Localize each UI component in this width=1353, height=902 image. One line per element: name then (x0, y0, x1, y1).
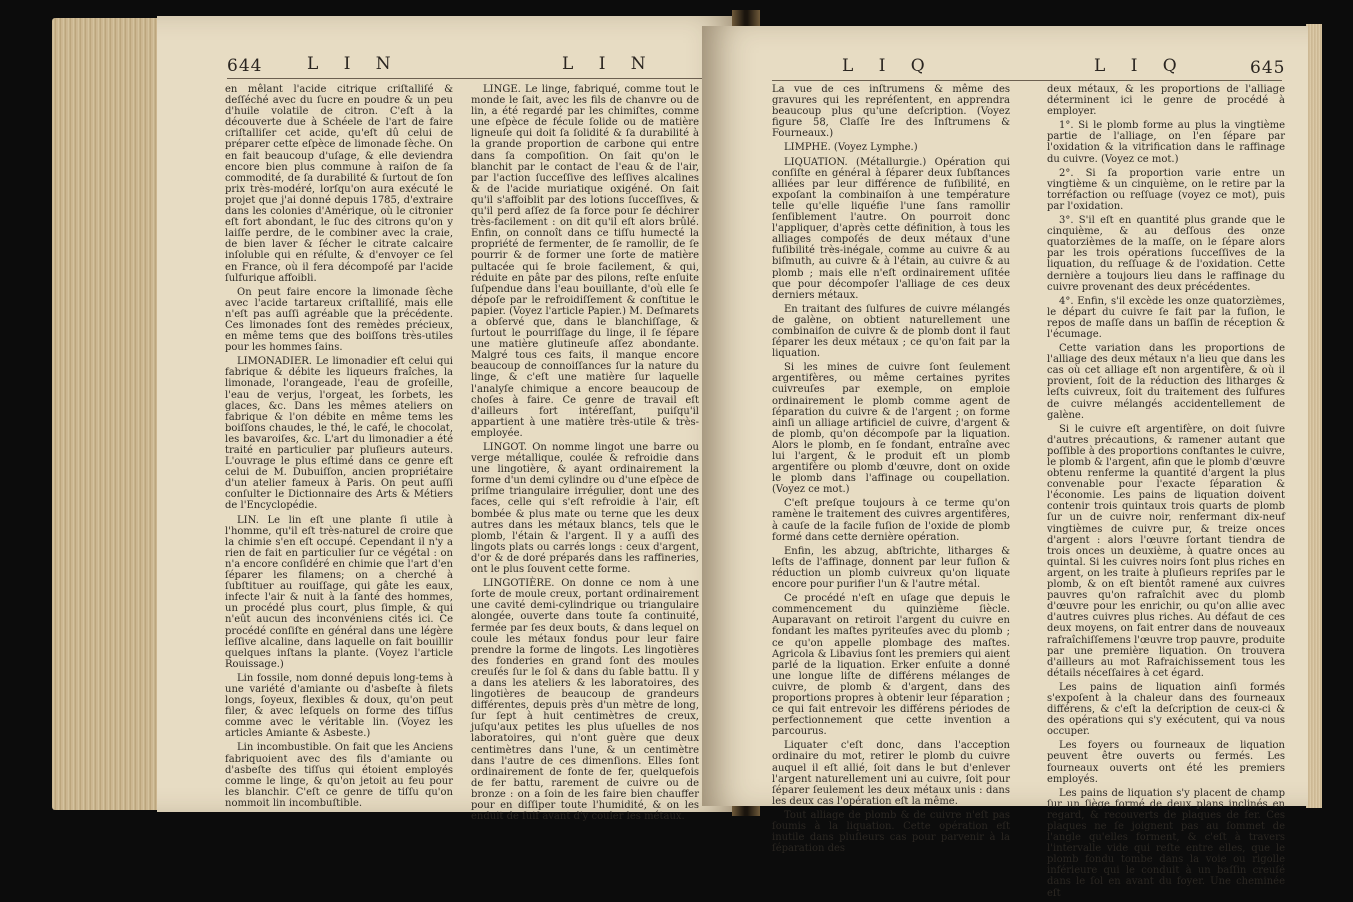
paragraph: LIMPHE. (Voyez Lymphe.) (784, 142, 918, 154)
column-left-2 (471, 84, 699, 825)
column-right-2 (1047, 84, 1285, 902)
running-head-left-2: L I N (562, 54, 656, 74)
paragraph: en mêlant l'acide citrique criſtalliſé & deſſéché avec du ſucre en poudre & un peu d'huile volatile de citron. C'eſt à la découverte due à Schéele de l'art de faire criſtalliſer cet acide, qu'eſt dû celui de préparer cette eſpèce de limonade ſèche. On en fait beaucoup d'uſage, & elle deviendra encore bien plus commune à raiſon de ſa commodité, de ſa durabilité & ſurtout de ſon prix très-modéré, lorſqu'on aura exécuté le projet que j'ai donné depuis 1785, d'extraire dans les colonies d'Amérique, où le citronier eſt fort abondant, le ſuc des citrons qu'on y laiſſe perdre, de le combiner avec la craie, de bien laver & ſécher le citrate calcaire inſoluble qui en réſulte, & d'envoyer ce ſel en France, où il fera décompoſé par l'acide ſulfurique affoibli. (225, 84, 453, 284)
paragraph: 1°. Si le plomb forme au plus la vingtième partie de l'alliage, on l'en ſépare par l'oxidation & la vitrification dans le raffinage du cuivre. (Voyez ce mot.) (1047, 120, 1285, 165)
paragraph: Les pains de liquation s'y placent de champ ſur un ſiège formé de deux plans inclinés en regard, & recouverts de plaques de fer. Ces plaques ne ſe joignent pas au ſommet de l'angle qu'elles forment, & c'eſt à travers l'intervalle vide qui reſte entre elles, que le plomb fondu tombe dans la voie ou rigolle inférieure qui le conduit à un baſſin creuſé dans le ſol en avant du foyer. Une cheminée eſt (1047, 787, 1285, 899)
paragraph: 3°. S'il eſt en quantité plus grande que le cinquième, & au deſſous des onze quatorzièmes de la maſſe, on le ſépare alors par les trois opérations ſucceſſives de la liquation, du reſſuage & de l'oxidation. Cette dernière a toujours lieu dans le raffinage du cuivre provenant des deux précédentes. (1047, 215, 1285, 293)
paragraph: La vue de ces inſtrumens & même des gravures qui les repréſentent, en apprendra beaucoup plus qu'une deſcription. (Voyez figure 58, Claſſe Ire des Inſtrumens & Fourneaux.) (772, 84, 1010, 140)
paragraph: Les pains de liquation ainſi formés s'expoſent à la chaleur dans des fourneaux différens, & c'eſt la deſcription de ceux-ci & des opérations qui s'y exécutent, qui va nous occuper. (1047, 681, 1285, 738)
column-right-1 (772, 84, 1010, 857)
paragraph: LINGE. Le linge, fabriqué, comme tout le monde le ſait, avec les fils de chanvre ou de lin, a été regardé par les chimiſtes, comme une eſpèce de fécule ſolide ou de matière ligneuſe qui doit ſa ſolidité & ſa durabilité à la grande proportion de carbone qui entre dans ſa compoſition. On ſait qu'on le blanchit par le contact de l'eau & de l'air, par l'action ſucceſſive des leſſives alcalines & de l'acide muriatique oxigéné. On ſait qu'il s'affoiblit par des lotions ſucceſſives, & qu'il perd aſſez de ſa force pour ſe déchirer très-facilement : on dit qu'il eſt alors brûlé. Enfin, on connoît dans ce tiſſu humecté la propriété de fermenter, de ſe ramollir, de ſe pourrir & de former une ſorte de matière pultacée qui ſe broie facilement, & qui, réduite en pâte par des pilons, reſte enſuite ſuſpendue dans l'eau bouillante, d'où elle ſe dépoſe par le refroidiſſement & conſtitue le papier. (Voyez l'article Papier.) M. Deſmarets a obſervé que, dans le blanchiſſage, & ſurtout le pourriſſage du linge, il ſe ſépare une matière glutineuſe aſſez abondante. Malgré tous ces faits, il manque encore beaucoup de connoiſſances ſur la nature du linge, & c'eſt une matière ſur laquelle l'analyſe chimique a encore beaucoup de choſes à faire. Ce genre de travail eſt d'ailleurs fort intéreſſant, puiſqu'il appartient à une matière très-utile & très-employée. (471, 84, 699, 439)
paragraph: Lin fossile, nom donné depuis long-tems à une variété d'amiante ou d'asbeſte à filets longs, ſoyeux, flexibles & doux, qu'on peut filer, & avec leſquels on forme des tiſſus comme avec le véritable lin. (Voyez les articles Amiante & Asbeste.) (225, 672, 453, 740)
page-edges-left (52, 18, 162, 810)
page-edges-right (1306, 24, 1322, 808)
page-number-right: 645 (1250, 58, 1286, 78)
paragraph: Enfin, les abzug, abſtrichte, litharges & leſts de l'affinage, donnent par leur fuſion & réduction un plomb cuivreux qu'on liquate encore pour purifier l'un & l'autre métal. (772, 545, 1010, 591)
paragraph: Ce procédé n'eſt en uſage que depuis le commencement du quinzième ſiècle. Auparavant on retiroit l'argent du cuivre en fondant les maſtes pyriteuſes avec du plomb ; ce qu'on appelle plombage des maſtes. Agricola & Libavius ſont les premiers qui aient parlé de la liquation. Erker enſuite a donné une longue liſte de différens mélanges de cuivre, de plomb & d'argent, dans des proportions propres à obtenir leur ſéparation ; ce qui fait entrevoir les différens périodes de perfectionnement que cette invention a parcourus. (772, 593, 1010, 738)
paragraph: LIQUATION. (Métallurgie.) Opération qui conſiſte en général à ſéparer deux ſubſtances alliées par leur différence de fuſibilité, en expoſant la combinaiſon à une température telle qu'elle liquéfie l'une ſans ramollir ſenſiblement l'autre. On pourroit donc l'appliquer, d'après cette définition, à tous les alliages compoſés de deux métaux d'une fuſibilité très-inégale, comme au cuivre & au biſmuth, au cuivre & à l'étain, au cuivre & au plomb ; mais elle n'eſt ordinairement uſitée que pour décompoſer l'alliage de ces deux derniers métaux. (772, 156, 1010, 301)
paragraph: 4°. Enfin, s'il excède les onze quatorzièmes, le départ du cuivre ſe fait par la fuſion, le repos de maſſe dans un baſſin de réception & l'écumage. (1047, 295, 1285, 340)
paragraph: Liquater c'eſt donc, dans l'acception ordinaire du mot, retirer le plomb du cuivre auquel il eſt allié, ſoit dans le but d'enlever l'argent naturellement uni au cuivre, ſoit pour ſéparer ſeulement les deux métaux unis : dans les deux cas l'opération eſt la même. (772, 740, 1010, 807)
paragraph: Tout alliage de plomb & de cuivre n'eſt pas ſoumis à la liquation. Cette opération eſt inutile dans pluſieurs cas pour parvenir à la ſéparation des (772, 809, 1010, 855)
paragraph: Lin incombustible. On fait que les Anciens fabriquoient avec des fils d'amiante ou d'asbeſte des tiſſus qui étoient employés comme le linge, & qu'on jetoit au feu pour les blanchir. C'eſt ce genre de tiſſu qu'on nommoit lin incombuſtible. (225, 742, 453, 809)
right-page (702, 26, 1308, 899)
head-rule-right (772, 80, 1282, 81)
paragraph: Si les mines de cuivre ſont ſeulement argentifères, ou même certaines pyrites cuivreuſes par exemple, on emploie ordinairement le plomb comme agent de ſéparation du cuivre & de l'argent ; on forme ainſi un alliage artificiel de cuivre, d'argent & de plomb, qu'on décompoſe par la liquation. Alors le plomb, en ſe fondant, entraîne avec lui l'argent, & le produit eſt un plomb argentifère ou plomb d'œuvre, dont on oxide le plomb dans l'affinage ou coupellation. (Voyez ce mot.) (772, 362, 1010, 496)
paragraph: Si le cuivre eſt argentifère, on doit ſuivre d'autres précautions, & ramener autant que poſſible à des proportions conſtantes le cuivre, le plomb & l'argent, afin que le plomb d'œuvre obtenu renferme la quantité d'argent la plus convenable pour l'exacte ſéparation & l'économie. Les pains de liquation doivent contenir trois quintaux trois quarts de plomb ſur un de cuivre noir, renfermant dix-neuf vingtièmes de cuivre pur, & treize onces d'argent : alors l'œuvre ſortant tiendra de trois onces un deuxième, à quatre onces au quintal. Si les cuivres noirs ſont plus riches en argent, on les traite à pluſieurs repriſes par le plomb, & on eſt bientôt ramené aux cuivres pauvres qu'on rafraîchit avec du plomb d'œuvre pour les enrichir, ou qu'on allie avec d'autres cuivres plus riches. Au défaut de ces deux moyens, on fait entrer dans de nouveaux rafraîchiſſemens l'œuvre trop pauvre, produite par une première liquation. On trouvera d'ailleurs au mot Rafraichissement tous les détails néceſſaires à cet égard. (1047, 423, 1285, 679)
paragraph: 2°. Si ſa proportion varie entre un vingtième & un cinquième, on le retire par la torréfaction ou reſſuage (voyez ce mot), puis par l'oxidation. (1047, 167, 1285, 212)
paragraph: Cette variation dans les proportions de l'alliage des deux métaux n'a lieu que dans les cas où cet alliage eſt non argentifère, & où il provient, ſoit de la réduction des litharges & leſts cuivreux, ſoit du traitement des ſulfures de cuivre mélangés accidentellement de galène. (1047, 343, 1285, 421)
paragraph: Les foyers ou fourneaux de liquation peuvent être ouverts ou fermés. Les fourneaux ouverts ont été les premiers employés. (1047, 740, 1285, 785)
paragraph: LIN. Le lin eſt une plante ſi utile à l'homme, qu'il eſt très-naturel de croire que la chimie s'en eſt occupé. Cependant il n'y a rien de fait en particulier ſur ce végétal : on n'a encore conſidéré en chimie que l'art d'en ſéparer les filamens; on a cherché à ſubſtituer au rouiſſage, qui gâte les eaux, infecte l'air & nuit à la ſanté des hommes, un procédé plus court, plus ſimple, & qui n'eût aucun des inconvéniens cités ici. Ce procédé conſiſte en général dans une légère leſſive alcaline, dans laquelle on fait bouillir quelques inſtans la plante. (Voyez l'article Rouissage.) (225, 514, 453, 670)
page-number-left: 644 (227, 56, 263, 76)
paragraph: LINGOT. On nomme lingot une barre ou verge métallique, coulée & refroidie dans une lingotière, & ayant ordinairement la forme d'un demi cylindre ou d'une eſpèce de priſme triangulaire irrégulier, dont une des faces, celle qui s'eſt refroidie à l'air, eſt bombée & plus mate ou terne que les deux autres dans les métaux blancs, tels que le plomb, l'étain & l'argent. Il y a auſſi des lingots plats ou carrés longs : ceux d'argent, d'or & de doré préparés dans les raffineries, ont le plus ſouvent cette forme. (471, 442, 699, 576)
open-book (52, 6, 1322, 899)
running-head-right-1: L I Q (842, 56, 935, 76)
paragraph: C'eſt preſque toujours à ce terme qu'on ramène le traitement des cuivres argentifères, à cauſe de la facile fuſion de l'oxide de plomb formé dans cette dernière opération. (772, 498, 1010, 543)
running-head-left-1: L I N (307, 54, 401, 74)
paragraph: En traitant des ſulfures de cuivre mélangés de galène, on obtient naturellement une combinaiſon de cuivre & de plomb dont il faut ſéparer les deux métaux ; ce qu'on fait par la liquation. (772, 303, 1010, 360)
running-head-right-2: L I Q (1094, 56, 1187, 76)
paragraph: LINGOTIÈRE. On donne ce nom à une ſorte de moule creux, portant ordinairement une cavité demi-cylindrique ou triangulaire alongée, ouverte dans toute ſa continuité, fermée par ſes deux bouts, & dans lequel on coule les métaux fondus pour leur faire prendre la forme de lingots. Les lingotières des fonderies en grand ſont des moules creuſés ſur le ſol & dans du ſable battu. Il y a dans les ateliers & les laboratoires, des lingotières de beaucoup de grandeurs différentes, depuis près d'un mètre de long, ſur ſept à huit centimètres de creux, juſqu'aux petites les plus uſuelles de nos laboratoires, qui n'ont guère que deux centimètres dans l'une, & un centimètre dans l'autre de ces dimenſions. Elles ſont ordinairement de fonte de fer, quelquefois de fer battu, rarement de cuivre ou de bronze : on a ſoin de les faire bien chauffer pour en diſſiper toute l'humidité, & on les enduit de ſuif avant d'y couler les métaux. (471, 578, 699, 823)
head-rule-left (227, 78, 707, 79)
paragraph: On peut faire encore la limonade ſèche avec l'acide tartareux criſtalliſé, mais elle n'eſt pas auſſi agréable que la précédente. Ces limonades ſont des remèdes précieux, en même tems que des boiſſons très-utiles pour les hommes ſains. (225, 286, 453, 354)
column-left-1 (225, 84, 453, 812)
paragraph: deux métaux, & les proportions de l'alliage déterminent ici le genre de procédé à employer. (1047, 84, 1285, 118)
paragraph: LIMONADIER. Le limonadier eſt celui qui fabrique & débite les liqueurs fraîches, la limonade, l'orangeade, l'eau de groſeille, l'eau de verjus, l'orgeat, les ſorbets, les glaces, &c. Dans les mêmes ateliers on fabrique & l'on débite en même tems les boiſſons chaudes, le thé, le café, le chocolat, les bavaroiſes, &c. L'art du limonadier a été traité en particulier par pluſieurs auteurs. L'ouvrage le plus eſtimé dans ce genre eſt celui de M. Dubuiſſon, ancien propriétaire d'un atelier fameux à Paris. On peut auſſi conſulter le Dictionnaire des Arts & Métiers de l'Encyclopédie. (225, 356, 453, 512)
left-page (157, 16, 740, 823)
